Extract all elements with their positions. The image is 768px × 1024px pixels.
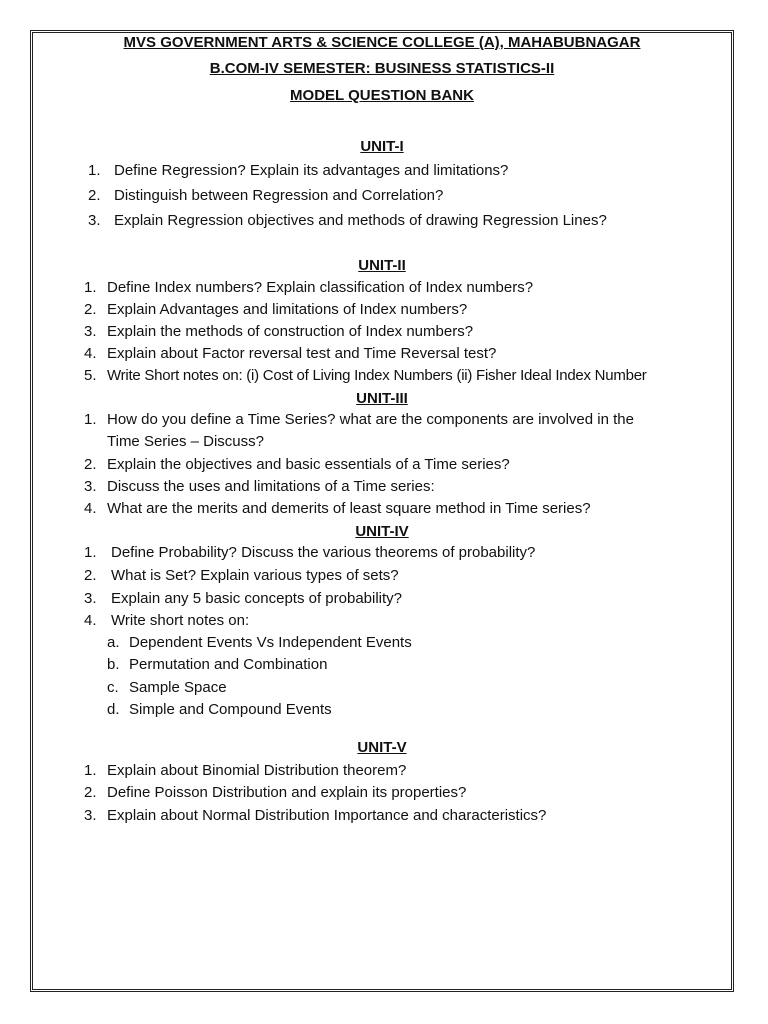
- question-number: 1.: [84, 279, 97, 296]
- unit-4-question: [84, 590, 402, 607]
- question-text: Explain any 5 basic concepts of probability?: [111, 590, 403, 607]
- question-text: Explain the objectives and basic essentials of a Time series?: [107, 456, 510, 473]
- unit-3-question: [84, 500, 591, 517]
- unit-1-question: [88, 162, 508, 179]
- document-title: MODEL QUESTION BANK: [290, 87, 474, 104]
- question-text: What are the merits and demerits of least square method in Time series?: [107, 500, 591, 517]
- question-text: Define Regression? Explain its advantages and limitations?: [114, 162, 509, 179]
- question-number: 3.: [84, 478, 97, 495]
- question-number: 1.: [84, 762, 97, 779]
- unit-2-heading: UNIT-II: [358, 257, 406, 274]
- question-number: 3.: [84, 807, 97, 824]
- question-number: 2.: [84, 784, 97, 801]
- question-text: Distinguish between Regression and Correlation?: [114, 187, 444, 204]
- question-text: Define Poisson Distribution and explain its properties?: [107, 784, 467, 801]
- sub-item: [107, 679, 227, 696]
- unit-1-question: [88, 212, 607, 229]
- unit-4-question: [84, 567, 399, 584]
- question-text: What is Set? Explain various types of sets?: [111, 567, 399, 584]
- question-text: Explain Advantages and limitations of Index numbers?: [107, 301, 468, 318]
- unit-2-question: [84, 301, 467, 318]
- unit-4-question: [84, 544, 535, 561]
- sub-item: [107, 656, 327, 673]
- unit-3-heading: UNIT-III: [356, 390, 408, 407]
- question-number: 5.: [84, 367, 97, 384]
- sub-item-text: Simple and Compound Events: [129, 701, 332, 718]
- unit-5-question: [84, 784, 466, 801]
- unit-2-question: [84, 323, 473, 340]
- college-name: MVS GOVERNMENT ARTS & SCIENCE COLLEGE (A), MAHABUBNAGAR: [123, 34, 641, 51]
- question-text: Explain the methods of construction of Index numbers?: [107, 323, 474, 340]
- unit-2-question: [84, 345, 496, 362]
- unit-2-question: [84, 279, 533, 296]
- question-number: 1.: [88, 162, 101, 179]
- question-number: 2.: [88, 187, 101, 204]
- sub-item-text: Permutation and Combination: [129, 656, 328, 673]
- unit-5-heading: UNIT-V: [357, 739, 407, 756]
- question-number: 2.: [84, 301, 97, 318]
- sub-item-letter: b.: [107, 656, 120, 673]
- question-number: 2.: [84, 567, 97, 584]
- question-text: Explain about Normal Distribution Importance and characteristics?: [107, 807, 547, 824]
- question-text: Write short notes on:: [111, 612, 250, 629]
- question-text: Write Short notes on: (i) Cost of Living Index Numbers (ii) Fisher Ideal Index Number: [107, 367, 647, 384]
- unit-2-question: [84, 367, 647, 384]
- sub-item-letter: d.: [107, 701, 120, 718]
- question-number: 3.: [84, 590, 97, 607]
- sub-item-letter: c.: [107, 679, 119, 696]
- unit-4-heading: UNIT-IV: [355, 523, 409, 540]
- question-number: 3.: [84, 323, 97, 340]
- sub-item-text: Sample Space: [129, 679, 227, 696]
- question-text: Define Index numbers? Explain classification of Index numbers?: [107, 279, 534, 296]
- question-text: Explain about Factor reversal test and Time Reversal test?: [107, 345, 497, 362]
- question-text: Discuss the uses and limitations of a Time series:: [107, 478, 435, 495]
- question-number: 4.: [84, 345, 97, 362]
- question-number: 4.: [84, 612, 97, 629]
- sub-item-letter: a.: [107, 634, 120, 651]
- sub-item-text: Dependent Events Vs Independent Events: [129, 634, 412, 651]
- unit-4-question: [84, 612, 249, 629]
- question-number: 1.: [84, 544, 97, 561]
- unit-3-question: [84, 411, 634, 428]
- question-text: Define Probability? Discuss the various theorems of probability?: [111, 544, 536, 561]
- question-number: 3.: [88, 212, 101, 229]
- unit-5-question: [84, 762, 406, 779]
- sub-item: [107, 634, 412, 651]
- unit-5-question: [84, 807, 546, 824]
- unit-3-question: [84, 456, 510, 473]
- question-text: Explain about Binomial Distribution theorem?: [107, 762, 407, 779]
- unit-1-heading: UNIT-I: [360, 138, 404, 155]
- question-text: How do you define a Time Series? what are the components are involved in the: [107, 411, 634, 428]
- course-title: B.COM-IV SEMESTER: BUSINESS STATISTICS-II: [209, 60, 555, 77]
- unit-1-question: [88, 187, 443, 204]
- question-continuation: Time Series – Discuss?: [107, 433, 264, 450]
- question-number: 4.: [84, 500, 97, 517]
- question-number: 2.: [84, 456, 97, 473]
- sub-item: [107, 701, 332, 718]
- question-number: 1.: [84, 411, 97, 428]
- unit-3-question: [84, 478, 435, 495]
- question-text: Explain Regression objectives and methods of drawing Regression Lines?: [114, 212, 607, 229]
